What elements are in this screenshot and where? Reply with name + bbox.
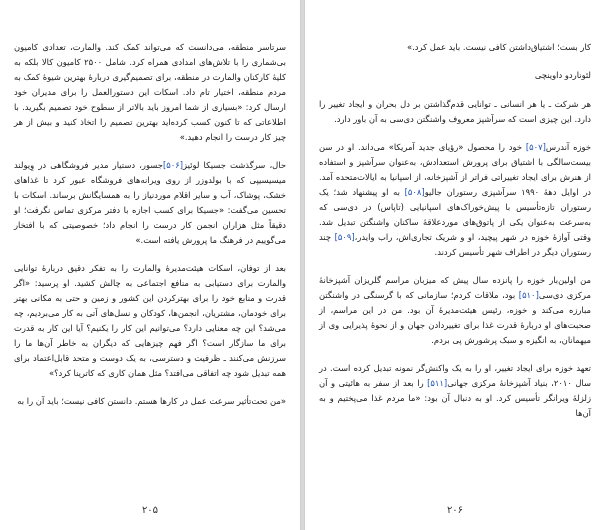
paragraph: تعهد خوزه برای ایجاد تغییر، او را به یک واکنش‌گر نمونه تبدیل کرده است. در سال ۲۰۱۰، بنیاد آشپزخانهٔ مرکزی جهانی[۵۱۱] را بعد از سفر به هائیتی و آن زلزلهٔ ویرانگر تأسیس کرد. او به دنبال آن بود: «ما مردم غذا می‌پختیم و به آن‌ها	[319, 363, 591, 418]
page-number: ۲۰۵	[141, 505, 159, 516]
paragraph: من اولین‌بار خوزه را پانزده سال پیش که میزبان مراسم گلریزان آشپزخانهٔ مرکزی دی‌سی[۵۱۰] بود، ملاقات کردم؛ سازمانی که با گرسنگی در واشنگتن مبارزه می‌کند و خوزه، رئیس هیئت‌مدیرهٔ آن بود. من در این مراسم، از صحبت‌های او دربارهٔ قدرت غذا برای تغییردادن جهان و از نحوهٔ پذیرایی وی از میهمانان، به انگیزه و سبک پرشورش پی بردم.	[319, 275, 591, 345]
paragraph: حال، سرگذشت جسیکا لوئیز[۵۰۶]جسور، دستیار مدیر فروشگاهی در وِیولند میسیسیپی که با بولدوزر از روی ویرانه‌های فروشگاه عبور کرد تا غذاهای خشک، پوشاک، آب و سایر اقلام موردنیاز را به همسایگانش برساند. اسکات با تحسین می‌گفت: «جسیکا برای کسب اجازه با دفتر مرکزی تماس نگرفت؛ او دقیقاً مثل هزاران انجمن کار درست را انجام داد؛ خصوصیتی که با افتخار می‌گوییم در فرهنگ ما پرورش یافته است.»	[14, 160, 286, 245]
paragraph: هر شرکت ـ یا هر انسانی ـ توانایی قدم‌گذاشتن بر دل بحران و ایجاد تغییر را دارد. این چیزی است که سرآشپز معروف واشنگتن دی‌سی به آن باور دارد.	[319, 99, 591, 124]
paragraph: سرتاسر منطقه، می‌دانست که می‌تواند کمک کند. والمارت، تعدادی کامیون بی‌شماری را با تلاش‌های امدادی همراه کرد. شامل ۲۵۰۰ کامیون کالا بلکه به کلیهٔ کارکنان والمارت در منطقه، برای تصمیم‌گیری دربارهٔ بهترین شیوهٔ کمک به مردم منطقه، اختیار تام داد. اسکات این دستورالعمل را برای مدیران خود ارسال کرد: «بسیاری از شما امروز باید بالاتر از سطوح خود تصمیم بگیرید. با اطلاعاتی که تا کنون کسب کرده‌اید بهترین تصمیم را اتخاذ کنید و بیش از هر چیز کار درست را انجام دهید.»	[14, 42, 286, 142]
footnote-ref[interactable]: [۵۰۹]	[334, 232, 355, 242]
right-page	[304, 0, 605, 530]
paragraph: «من تحت‌تأثیر سرعت عمل در کارها هستم. دانستن کافی نیست؛ باید آن را به	[17, 396, 286, 406]
paragraph: کار بست؛ اشتیاق‌داشتن کافی نیست. باید عمل کرد.»	[407, 42, 591, 52]
footnote-ref[interactable]: [۵۰۷]	[525, 142, 546, 152]
footnote-ref[interactable]: [۵۰۶]	[162, 160, 184, 170]
paragraph: بعد از توفان، اسکات هیئت‌مدیرهٔ والمارت را به تفکر دقیق دربارهٔ توانایی والمارت برای دستیابی به منافع اجتماعی به چالش کشید. او پرسید: «اگر قدرت و منابع خود را برای بهترکردن این کشور و زمین و حتی به مکانی بهتر برای خودمان، مشتریان، انجمن‌ها، کودکان و نسل‌های آتی به کار می‌بردیم، چه می‌شد؟ این چه معنایی دارد؟ می‌توانیم این کار را یکنیم؟ آیا این کار به قدرت برای ما سازگار است؟ اگر فهم چیزهایی که دیگران به خاطر آن‌ها ما را سرزنش می‌کنند ـ ظرفیت و دسترسی، به یک دوست و متحد قابل‌اعتماد برای همه تبدیل شود چه اتفاقی می‌افتد؟ مثل همان کاری که کاترینا کرد؟»	[14, 263, 286, 378]
footnote-ref[interactable]: [۵۰۸]	[404, 187, 425, 197]
footnote-ref[interactable]: [۵۱۱]	[427, 378, 448, 388]
quote-attribution: لئوناردو داوینچی	[534, 70, 591, 80]
paragraph: خوزه آندرس[۵۰۷] خود را محصول «رؤیای جدید آمریکا» می‌داند. او در سن بیست‌سالگی با اشتیاق برای پرورش استعدادش، به‌عنوان سرآشپز و استفاده از هنرش برای ایجاد تغییراتی فراتر از آشپزخانه، از اسپانیا به ایالات‌متحده آمد. در اوایل دههٔ ۱۹۹۰ سرآشپزی رستوران جالیو[۵۰۸] به او پیشنهاد شد؛ یک رستوران تازه‌تأسیس با پیش‌خوراک‌های اسپانیایی (تاپاس) در دی‌سی که به‌سرعت به‌عنوان یکی از پاتوق‌های موردعلاقهٔ ساکنان واشنگتن تبدیل شد. وقتی آوازهٔ خوزه در شهر پیچید، او و شریک تجاری‌اش، راب وایدر،[۵۰۹] چند رستوران دیگر در اطراف شهر تأسیس کردند.	[319, 142, 592, 257]
footnote-ref[interactable]: [۵۱۰]	[518, 290, 539, 300]
page-number: ۲۰۶	[446, 505, 464, 516]
left-page	[0, 0, 301, 530]
